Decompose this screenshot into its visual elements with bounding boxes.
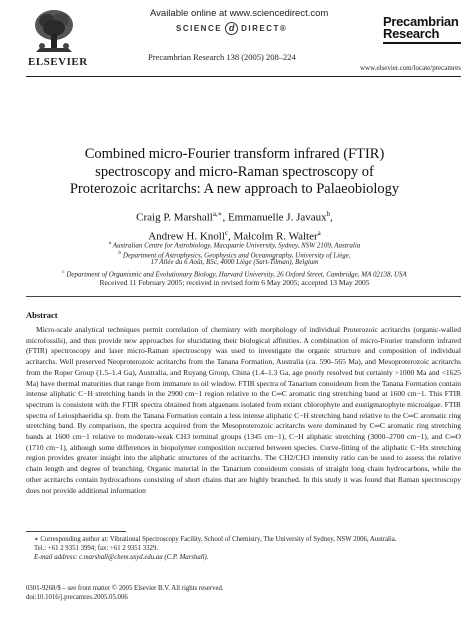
affiliation-text: Australian Centre for Astrobiology, Macquarie University, Sydney, NSW 2109, Australia	[112, 241, 361, 250]
affiliation-mark: a	[108, 240, 112, 246]
journal-logo	[383, 16, 461, 44]
received-dates: Received 11 February 2005; received in revised form 6 May 2005; accepted 13 May 2005	[99, 278, 370, 287]
journal-logo-line1: Precambrian	[383, 14, 459, 29]
sciencedirect-d-icon: d	[225, 22, 238, 35]
author-name[interactable]: Emmanuelle J. Javaux	[227, 211, 327, 224]
affiliation-text: 17 Allée du 6 Août, B5c, 4000 Liège (Sart-Tilman), Belgium	[150, 258, 319, 266]
elsevier-logo	[26, 8, 88, 70]
journal-logo-line2: Research	[383, 26, 440, 41]
affiliation	[30, 258, 439, 268]
title-line: Combined micro-Fourier transform infrared (FTIR)	[84, 146, 385, 162]
footnote-corresponding: ∗ Corresponding author at: Vibrational Spectroscopy Facility, School of Chemistry, The University of Sydney, NSW 2006, Australia.	[34, 536, 397, 543]
author-affil-mark[interactable]: a,∗	[212, 210, 223, 218]
author-affil-mark[interactable]: c	[224, 228, 229, 237]
footnote-email[interactable]: E-mail address: c.marshall@chem.usyd.edu.au (C.P. Marshall).	[34, 554, 209, 561]
journal-url-link[interactable]: www.elsevier.com/locate/precamres	[359, 64, 461, 72]
author-name[interactable]: Malcolm R. Walter	[233, 230, 318, 243]
header-divider	[26, 76, 461, 77]
journal-header	[0, 0, 469, 100]
author-separator: ,	[222, 211, 228, 224]
affiliation-mark: b	[118, 249, 122, 256]
title-line: spectroscopy and micro-Raman spectroscopy of	[95, 163, 374, 180]
sciencedirect-logo	[176, 22, 287, 35]
affiliation-mark: c	[62, 268, 65, 275]
elsevier-tree-icon	[32, 8, 76, 54]
author-affil-mark[interactable]: a	[317, 228, 321, 237]
abstract-text: Micro-scale analytical techniques permit correlation of chemistry with morphology of individual Proterozoic acritarchs (organic-walled microfossils), and thus provide new approaches for elucidating their biological affinities. A combination of micro-Fourier transform infrared (FTIR) spectroscopy and laser micro-Raman spectroscopy was used to investigate the organic structure and composition of individual acritarchs. Well preserved Neoproterozoic acritarchs from the Tanana Formation, Australia (ca. 590–565 Ma), and Mesoproterozoic acritarchs from the Roper Group (1.5–1.4 Ga), Australia, and Ruyang Group, China (1.4–1.3 Ga, age poorly resolved but certainly >1000 Ma and <1625 Ma) have thermal maturities that range from immature to oil window. FTIR spectra of Tanarium conoideum from the Tanana Formation contain intense aliphatic C−H stretching bands in the 2900 cm−1 region relative to the C═C aromatic ring stretching band at 1600 cm−1. This FTIR spectrum is consistent with the FTIR spectra obtained from algaenans isolated from extant chlorophyte and eustigmatophyte microalgae. FTIR spectra of Leiosphaeridia sp. from the Tanana Formation contain a less intense aliphatic C−H stretching band relative to the C═C aromatic ring stretching band. By comparison, the spectra acquired from the Mesoproterozoic acritarchs were dominated by C═C aromatic ring stretching bands at 1600 cm−1 relative to moderate-weak CH3 terminal groups (1345 cm−1), C−H aliphatic stretching (3000–2700 cm−1), and C═O (1710 cm−1), although some differences in biopolymer composition occurred between species. Curve-fitting of the aliphatic C−Hx stretching region provides greater insight into the aliphatic structures of the acritarchs. The CH2/CH3 intensity ratio can be used to assess the relative chain length and degree of branching. Organic material in the Tanarium conoideum consists of straight long chain hydrocarbons, while the other acritarchs contain hydrocarbons consisting of short chains that are highly branched. In this study it was found that Raman spectroscopy does not provide additional information	[26, 325, 461, 495]
footnote-divider	[26, 531, 126, 532]
sciencedirect-right: DIRECT®	[241, 24, 288, 33]
footnote-phone: Tel.: +61 2 9351 3994; fax: +61 2 9351 3329.	[34, 545, 159, 552]
title-line: Proterozoic acritarchs: A new approach to Palaeobiology	[69, 181, 400, 197]
issn-line: 0301-9268/$ – see front matter © 2005 Elsevier B.V. All rights reserved.	[26, 585, 224, 592]
available-online-text: Available online at www.sciencedirect.com	[150, 8, 329, 19]
journal-logo-bar	[383, 42, 461, 44]
affiliation-text: Department of Organismic and Evolutionary Biology, Harvard University, 26 Oxford Street, Cambridge, MA 02138, USA	[66, 269, 407, 278]
sciencedirect-left: SCIENCE	[176, 24, 223, 33]
article-title	[40, 146, 429, 199]
journal-citation: Precambrian Research 138 (2005) 208–224	[148, 52, 296, 62]
author-affil-mark[interactable]: b	[326, 210, 331, 218]
abstract-heading: Abstract	[26, 310, 58, 320]
author-name[interactable]: Andrew H. Knoll	[148, 230, 225, 243]
affiliation-text: Department of Astrophysics, Geophysics and Oceanography, University of Liège,	[122, 250, 351, 259]
copyright-block	[26, 584, 461, 602]
corresponding-author-footnote	[26, 535, 461, 562]
abstract-top-divider	[26, 296, 461, 297]
author-separator: ,	[228, 230, 234, 243]
author-name[interactable]: Craig P. Marshall	[136, 211, 213, 224]
author-separator: ,	[330, 211, 333, 224]
publisher-name: ELSEVIER	[28, 56, 88, 68]
doi-link[interactable]: doi:10.1016/j.precamres.2005.05.006	[26, 594, 128, 601]
